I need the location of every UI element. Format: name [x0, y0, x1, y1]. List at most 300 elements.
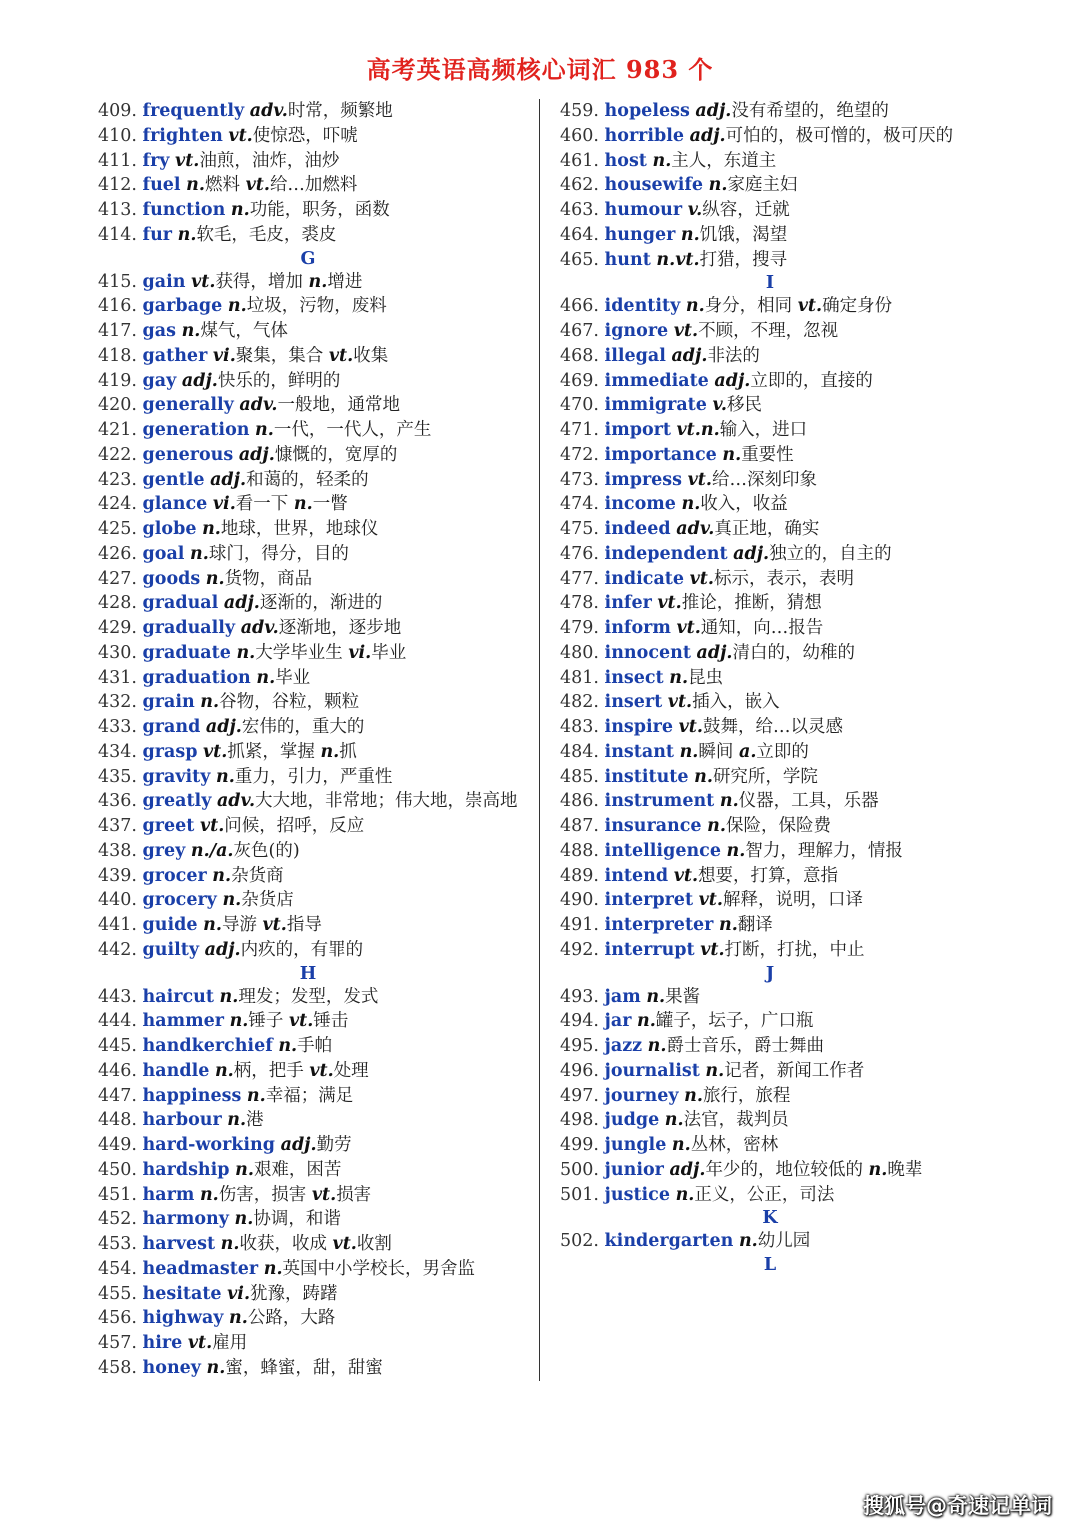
entry-meaning: 解释，说明，口译: [722, 890, 863, 911]
entry-word: glance: [142, 494, 208, 515]
vocab-entry: [98, 1331, 548, 1356]
part-of-speech: vt.: [199, 816, 225, 836]
part-of-speech: n.: [707, 816, 726, 836]
entry-meaning: 柄，把手: [233, 1060, 310, 1081]
vocab-entry: [98, 1232, 548, 1257]
vocab-entry: [98, 149, 548, 174]
entry-word: instant: [604, 741, 674, 762]
vocab-entry: [98, 567, 548, 592]
entry-word: interrupt: [604, 939, 695, 960]
entry-word: infer: [604, 593, 652, 614]
part-of-speech: n.vt.: [656, 249, 700, 270]
right-column: [560, 99, 1010, 1276]
vocab-entry: [560, 1059, 1010, 1084]
vocab-entry: [560, 517, 1010, 542]
entry-word: hesitate: [142, 1283, 222, 1304]
entry-word: innocent: [604, 642, 691, 663]
entry-word: humour: [604, 200, 683, 220]
entry-meaning: 通知，向…报告: [700, 618, 824, 638]
vocab-entry: [560, 641, 1010, 666]
entry-number: 474.: [560, 494, 599, 515]
entry-meaning: 主人，东道主: [671, 150, 777, 171]
entry-number: 464.: [560, 224, 599, 245]
entry-meaning: 处理: [333, 1060, 369, 1081]
entry-number: 414.: [98, 224, 137, 245]
part-of-speech: adj.: [181, 370, 218, 391]
entry-number: 459.: [560, 101, 599, 121]
vocab-entry: [98, 789, 548, 814]
vocab-entry: [98, 666, 548, 691]
entry-number: 426.: [98, 543, 137, 564]
entry-word: generation: [142, 420, 250, 440]
part-of-speech: n.: [235, 1159, 254, 1180]
entry-word: interpreter: [604, 915, 714, 935]
vocab-entry: [98, 715, 548, 740]
vocab-entry: [98, 1207, 548, 1232]
entry-meaning: 旅行，旅程: [702, 1085, 791, 1106]
entry-number: 449.: [98, 1135, 137, 1155]
vocab-entry: [560, 666, 1010, 691]
part-of-speech: adv.: [676, 519, 715, 539]
entry-meaning: 重力，引力，严重性: [234, 766, 393, 787]
part-of-speech: adj.: [223, 593, 260, 614]
entry-word: frighten: [142, 125, 223, 146]
entry-number: 433.: [98, 717, 137, 737]
part-of-speech: adj.: [205, 717, 242, 737]
vocab-entry: [98, 888, 548, 913]
entry-word: immediate: [604, 370, 709, 391]
vocab-entry: [560, 888, 1010, 913]
part-of-speech: n.: [684, 1085, 703, 1106]
entry-meaning: 时常，频繁地: [287, 101, 393, 121]
entry-number: 424.: [98, 494, 137, 515]
entry-number: 477.: [560, 568, 599, 589]
part-of-speech: n.: [220, 1234, 240, 1254]
entry-word: guilty: [142, 939, 200, 960]
entry-meaning: 记者，新闻工作者: [724, 1060, 865, 1081]
entry-word: import: [604, 420, 671, 440]
entry-meaning: 勤劳: [316, 1135, 352, 1155]
entry-number: 435.: [98, 766, 137, 787]
entry-meaning: 晚辈: [887, 1159, 923, 1180]
part-of-speech: n.: [694, 766, 713, 787]
entry-word: instrument: [604, 791, 715, 812]
part-of-speech: n.: [726, 840, 746, 861]
part-of-speech: n.: [205, 568, 225, 589]
entry-meaning: 谷物，谷粒，颗粒: [219, 692, 360, 713]
entry-meaning: 软毛，毛皮，裘皮: [196, 224, 337, 245]
vocab-entry: [560, 913, 1010, 938]
entry-word: impress: [604, 469, 683, 490]
vocab-entry: [98, 492, 548, 517]
entry-meaning: 打猎，搜寻: [699, 249, 788, 270]
entry-number: 461.: [560, 150, 599, 171]
entry-meaning: 毕业: [275, 667, 311, 688]
entry-word: happiness: [142, 1085, 242, 1106]
entry-number: 480.: [560, 642, 599, 663]
entry-meaning: 杂货商: [231, 865, 284, 886]
vocab-entry: [560, 789, 1010, 814]
entry-number: 490.: [560, 890, 599, 911]
entry-number: 417.: [98, 321, 137, 341]
vocab-entry: [98, 913, 548, 938]
part-of-speech: vi.: [227, 1283, 251, 1304]
entry-number: 425.: [98, 519, 137, 539]
part-of-speech: vt.: [797, 296, 823, 317]
vocab-entry: [560, 1133, 1010, 1158]
part-of-speech: n.: [719, 791, 739, 812]
entry-word: gay: [142, 370, 177, 391]
vocab-entry: [560, 690, 1010, 715]
entry-number: 427.: [98, 568, 137, 589]
vocab-entry: [98, 369, 548, 394]
part-of-speech: n.: [199, 1184, 219, 1205]
entry-word: harm: [142, 1184, 195, 1205]
vocab-entry: [560, 1034, 1010, 1059]
entry-meaning: 可怕的，极可憎的，极可厌的: [725, 125, 954, 146]
entry-word: hammer: [142, 1011, 224, 1032]
part-of-speech: adv.: [240, 618, 279, 638]
entry-meaning: 增进: [327, 271, 363, 292]
entry-meaning: 燃料: [205, 175, 246, 196]
entry-word: gas: [142, 321, 176, 341]
entry-meaning: 输入，进口: [719, 420, 808, 440]
entry-number: 476.: [560, 543, 599, 564]
vocab-entry: [560, 765, 1010, 790]
entry-word: indeed: [604, 519, 671, 539]
entry-number: 430.: [98, 642, 137, 663]
entry-number: 419.: [98, 370, 137, 391]
part-of-speech: vi.: [348, 642, 372, 663]
entry-word: grasp: [142, 741, 198, 762]
entry-word: identity: [604, 296, 681, 317]
vocab-entry: [98, 173, 548, 198]
vocab-entry: [98, 616, 548, 641]
part-of-speech: n.: [230, 200, 250, 220]
part-of-speech: n.: [685, 296, 705, 317]
part-of-speech: n.: [646, 986, 666, 1007]
vocab-entry: [98, 198, 548, 223]
vocab-entry: [98, 765, 548, 790]
entry-word: globe: [142, 519, 197, 539]
entry-number: 466.: [560, 296, 599, 317]
vocab-entry: [560, 591, 1010, 616]
part-of-speech: vt.n.: [676, 420, 720, 440]
vocab-entry: [560, 248, 1010, 273]
vocab-entry: [98, 517, 548, 542]
entry-meaning: 快乐的，鲜明的: [217, 370, 341, 391]
part-of-speech: vt.: [700, 939, 725, 960]
entry-number: 489.: [560, 865, 599, 886]
entry-word: jungle: [604, 1135, 667, 1155]
part-of-speech: n.: [680, 224, 700, 245]
vocab-entry: [560, 1183, 1010, 1208]
part-of-speech: adv.: [249, 101, 288, 121]
entry-number: 499.: [560, 1135, 599, 1155]
entry-number: 482.: [560, 692, 599, 713]
part-of-speech: n.: [637, 1011, 656, 1032]
entry-number: 413.: [98, 200, 137, 220]
entry-word: grocer: [142, 865, 207, 886]
vocab-entry: [98, 1158, 548, 1183]
section-letter: J: [765, 963, 775, 984]
entry-meaning: 智力，理解力，情报: [745, 840, 903, 861]
vocab-entry: [560, 173, 1010, 198]
part-of-speech: n.: [203, 915, 222, 935]
part-of-speech: n.: [738, 1231, 758, 1252]
entry-word: fry: [142, 150, 170, 171]
entry-meaning: 地球，世界，地球仪: [220, 519, 379, 539]
part-of-speech: n.: [186, 175, 205, 196]
entry-word: inform: [604, 618, 671, 638]
entry-meaning: 研究所，学院: [712, 766, 818, 787]
entry-number: 500.: [560, 1159, 599, 1180]
part-of-speech: adv.: [239, 395, 278, 416]
entry-meaning: 犹豫，踌躇: [250, 1283, 338, 1304]
entry-meaning: 爵士音乐，爵士舞曲: [666, 1036, 824, 1056]
entry-word: independent: [604, 543, 728, 564]
vocab-entry: [560, 99, 1010, 124]
section-letter: K: [762, 1208, 778, 1229]
vocab-entry: [98, 1306, 548, 1331]
entry-word: gentle: [142, 469, 205, 490]
entry-meaning: 功能，职务，函数: [249, 200, 390, 220]
entry-meaning: 一瞥: [312, 494, 348, 515]
vocab-entry: [560, 492, 1010, 517]
part-of-speech: vt.: [687, 469, 712, 490]
entry-number: 423.: [98, 469, 137, 490]
entry-meaning: 内疚的，有罪的: [240, 939, 364, 960]
entry-meaning: 一代，一代人，产生: [273, 420, 432, 440]
entry-number: 484.: [560, 741, 599, 762]
vocab-entry: [560, 294, 1010, 319]
entry-number: 445.: [98, 1036, 137, 1056]
entry-meaning: 收集: [353, 345, 389, 366]
vocab-entry: [98, 1108, 548, 1133]
vocab-entry: [560, 468, 1010, 493]
entry-meaning: 幼儿园: [757, 1231, 811, 1252]
vocab-entry: [560, 1108, 1010, 1133]
entry-meaning: 清白的，幼稚的: [732, 642, 855, 663]
entry-meaning: 给…深刻印象: [711, 469, 817, 490]
entry-number: 454.: [98, 1258, 137, 1279]
entry-word: harvest: [142, 1234, 216, 1254]
vocab-entry: [560, 985, 1010, 1010]
part-of-speech: adj.: [733, 543, 770, 564]
entry-number: 481.: [560, 667, 599, 688]
entry-word: ignore: [604, 321, 669, 341]
entry-number: 448.: [98, 1110, 137, 1131]
vocab-entry: [560, 814, 1010, 839]
entry-number: 421.: [98, 420, 137, 440]
vocab-entry: [560, 567, 1010, 592]
entry-meaning: 饥饿，渴望: [699, 224, 788, 245]
entry-meaning: 果酱: [665, 986, 701, 1007]
entry-number: 410.: [98, 125, 137, 146]
vocab-entry: [98, 344, 548, 369]
entry-word: guide: [142, 915, 198, 935]
part-of-speech: adv.: [216, 791, 256, 812]
entry-number: 437.: [98, 816, 137, 836]
entry-meaning: 收获，收成: [239, 1234, 333, 1254]
vocab-entry: [560, 319, 1010, 344]
part-of-speech: n.: [293, 494, 313, 515]
vocab-entry: [560, 1229, 1010, 1254]
vocab-entry: [98, 1183, 548, 1208]
part-of-speech: v.: [712, 395, 727, 416]
entry-word: journey: [604, 1085, 679, 1106]
entry-meaning: 抓: [339, 741, 357, 762]
part-of-speech: n.: [669, 667, 689, 688]
part-of-speech: n.: [246, 1085, 266, 1106]
vocab-entry: [560, 1158, 1010, 1183]
entry-word: gravity: [142, 766, 211, 787]
entry-meaning: 杂货店: [241, 890, 294, 911]
entry-number: 497.: [560, 1085, 599, 1106]
vocab-entry: [560, 393, 1010, 418]
entry-meaning: 想要，打算，意指: [698, 865, 839, 886]
entry-number: 439.: [98, 865, 137, 886]
entry-meaning: 法官，裁判员: [683, 1110, 789, 1131]
part-of-speech: n.: [216, 766, 235, 787]
entry-word: horrible: [604, 125, 685, 146]
vocab-entry: [98, 690, 548, 715]
part-of-speech: n.: [675, 1184, 695, 1205]
part-of-speech: n.: [229, 1011, 249, 1032]
vocab-entry: [560, 124, 1010, 149]
entry-word: hunger: [604, 224, 676, 245]
entry-word: interpret: [604, 890, 694, 911]
entry-meaning: 正义，公正，司法: [694, 1184, 835, 1205]
entry-number: 479.: [560, 618, 599, 638]
entry-number: 471.: [560, 420, 599, 440]
entry-meaning: 没有希望的，绝望的: [731, 101, 889, 121]
entry-word: gradual: [142, 593, 219, 614]
entry-number: 409.: [98, 101, 137, 121]
entry-word: handle: [142, 1060, 210, 1081]
part-of-speech: n.: [705, 1060, 725, 1081]
entry-number: 418.: [98, 345, 137, 366]
part-of-speech: n.: [200, 692, 220, 713]
entry-number: 431.: [98, 667, 137, 688]
entry-meaning: 获得，增加: [215, 271, 309, 292]
part-of-speech: vt.: [288, 1011, 314, 1032]
part-of-speech: n.: [681, 494, 701, 515]
vocab-entry: [98, 740, 548, 765]
vocab-entry: [98, 1059, 548, 1084]
part-of-speech: vt.: [191, 271, 216, 292]
entry-number: 416.: [98, 296, 137, 317]
entry-word: grocery: [142, 890, 217, 911]
entry-meaning: 年少的，地位较低的: [705, 1159, 869, 1180]
part-of-speech: n.: [652, 150, 672, 171]
vocab-entry: [98, 468, 548, 493]
part-of-speech: n.: [177, 224, 197, 245]
entry-meaning: 导游: [221, 915, 263, 935]
part-of-speech: vt.: [309, 1060, 334, 1081]
entry-word: fur: [142, 224, 173, 245]
entry-word: insurance: [604, 816, 702, 836]
part-of-speech: adj.: [204, 939, 241, 960]
entry-word: indicate: [604, 568, 685, 589]
entry-word: illegal: [604, 345, 666, 366]
entry-meaning: 给…加燃料: [269, 175, 358, 196]
entry-meaning: 确定身份: [822, 296, 893, 317]
vocab-entry: [98, 839, 548, 864]
entry-word: hunt: [604, 249, 651, 270]
entry-meaning: 蜜，蜂蜜，甜，甜蜜: [225, 1357, 383, 1378]
entry-meaning: 煤气，气体: [200, 321, 288, 341]
entry-meaning: 瞬间: [698, 741, 739, 762]
vocab-entry: [98, 418, 548, 443]
entry-word: harbour: [142, 1110, 222, 1131]
entry-word: goods: [142, 568, 201, 589]
watermark: 搜狐号@奇速记单词: [863, 1494, 1052, 1518]
entry-word: grand: [142, 717, 201, 737]
entry-word: journalist: [604, 1060, 700, 1081]
entry-meaning: 逐渐地，逐步地: [278, 618, 402, 638]
entry-number: 467.: [560, 321, 599, 341]
entry-meaning: 一般地，通常地: [277, 395, 400, 416]
entry-word: harmony: [142, 1209, 229, 1230]
column-divider: [539, 99, 540, 1381]
entry-number: 485.: [560, 766, 599, 787]
vocab-entry: [98, 294, 548, 319]
entry-meaning: 协调，和谐: [253, 1209, 341, 1230]
entry-number: 452.: [98, 1209, 137, 1230]
entry-meaning: 重要性: [741, 444, 794, 465]
entry-word: goal: [142, 543, 185, 564]
vocab-entry: [560, 198, 1010, 223]
part-of-speech: n.: [308, 271, 328, 292]
entry-meaning: 保险，保险费: [725, 816, 831, 836]
entry-number: 462.: [560, 175, 599, 196]
entry-word: jazz: [604, 1036, 643, 1056]
entry-word: greatly: [142, 791, 212, 812]
entry-number: 422.: [98, 444, 137, 465]
vocab-entry: [98, 99, 548, 124]
entry-word: graduate: [142, 642, 231, 663]
entry-meaning: 看一下: [235, 494, 294, 515]
part-of-speech: n.: [181, 321, 201, 341]
entry-number: 428.: [98, 593, 137, 614]
entry-word: insert: [604, 692, 663, 713]
part-of-speech: n.: [236, 642, 256, 663]
part-of-speech: n.: [227, 296, 247, 317]
entry-meaning: 雇用: [212, 1333, 248, 1353]
entry-word: generous: [142, 444, 234, 465]
entry-number: 469.: [560, 370, 599, 391]
vocab-entry: [98, 1009, 548, 1034]
entry-meaning: 货物，商品: [224, 568, 313, 589]
entry-meaning: 非法的: [707, 345, 760, 366]
entry-number: 465.: [560, 249, 599, 270]
entry-number: 441.: [98, 915, 137, 935]
entry-meaning: 立即的: [756, 741, 809, 762]
entry-word: graduation: [142, 667, 251, 688]
part-of-speech: n.: [671, 1135, 691, 1155]
entry-word: grey: [142, 840, 186, 861]
part-of-speech: n.: [206, 1357, 226, 1378]
vocab-entry: [560, 418, 1010, 443]
entry-word: gradually: [142, 618, 236, 638]
part-of-speech: n.: [214, 1060, 234, 1081]
entry-word: judge: [604, 1110, 660, 1131]
vocab-entry: [98, 814, 548, 839]
vocab-entry: [560, 1009, 1010, 1034]
part-of-speech: n.: [219, 986, 239, 1007]
entry-number: 434.: [98, 741, 137, 762]
